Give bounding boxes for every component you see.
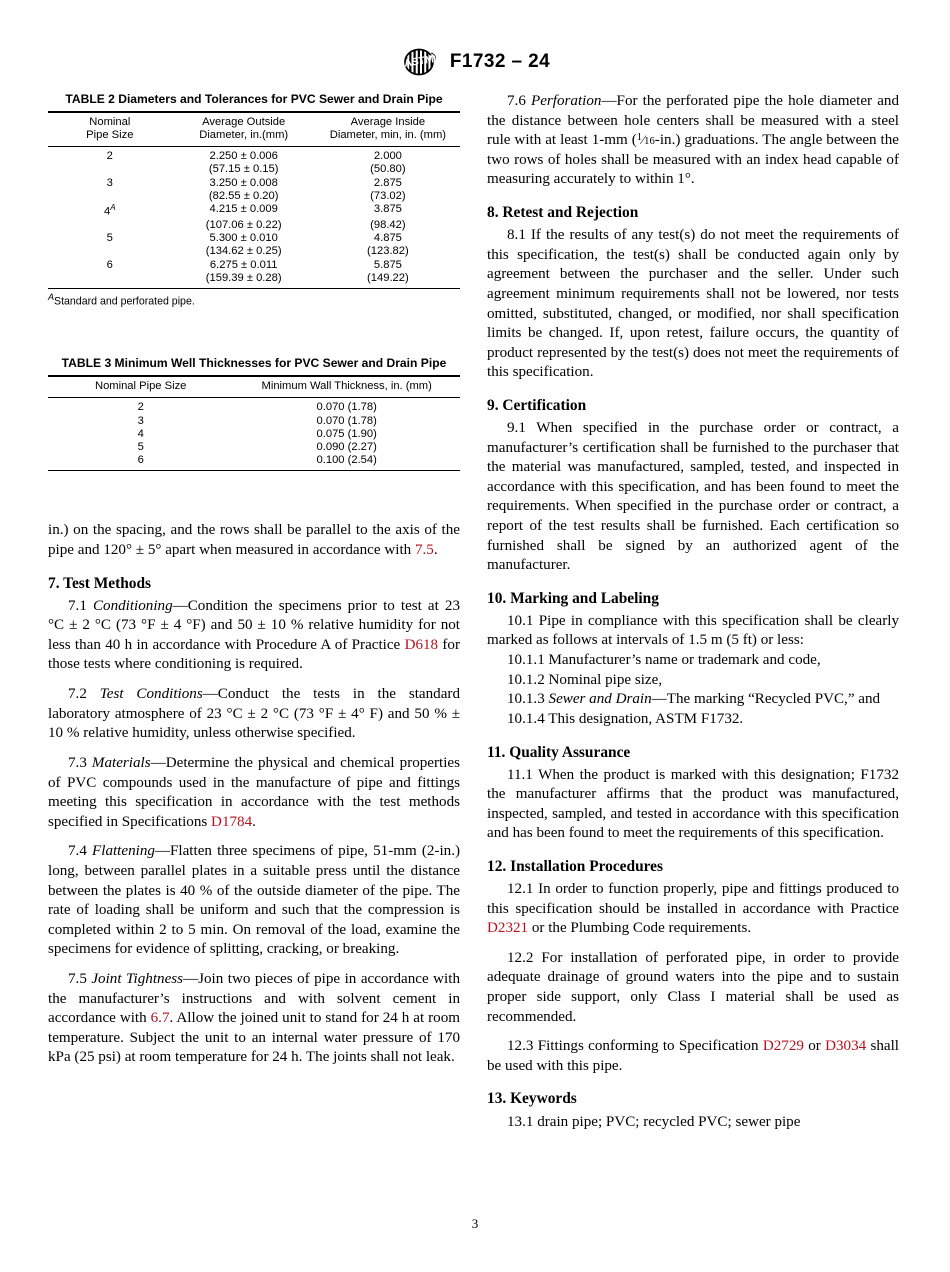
- clause-text-a: Flatten three specimens of pipe, 51-mm (2-in.) long, between parallel plates in a suitable press until the distance between the plates is 40 % of the outside diameter of the pipe. The rate of loading shall be uniform and such that the compression is completed within 2 to 5 min. On removal of the load, examine the specimens for evidence of splitting, cracking, or breaking.: [48, 843, 460, 958]
- clause-dash: —: [150, 754, 166, 771]
- clause-text-a: 12.3 Fittings conforming to Specification: [507, 1038, 763, 1055]
- table-row: [48, 454, 460, 471]
- standard-reference-link[interactable]: D618: [404, 636, 439, 653]
- table-spacer: [48, 312, 460, 356]
- table-2-cell-od-mm: (134.62 ± 0.25): [205, 245, 282, 258]
- table-row: [48, 428, 460, 441]
- table-2-cell-od-mm: (159.39 ± 0.28): [205, 271, 282, 284]
- table-3-cell-thickness: 0.100 (2.54): [316, 454, 377, 467]
- paragraph-11-1: 11.1 When the product is marked with this designation; F1732 the manufacturer affirms that the product was manufactured, inspected, sampled, and tested in accordance with this specification and has been found to meet the requirements of this specification.: [487, 766, 899, 842]
- table-row: [48, 232, 460, 245]
- paragraph-10-1-3: [487, 690, 899, 710]
- table-2-cell-size-blank: [48, 163, 172, 176]
- table-2-cell-id-in: 3.875: [373, 203, 402, 216]
- clause-term: Test Conditions: [99, 686, 203, 703]
- table-spacer: [48, 475, 460, 521]
- paragraph-7-3: [48, 754, 460, 832]
- table-2-cell-od-mm: (57.15 ± 0.15): [208, 163, 279, 176]
- paragraph-10-1-1: 10.1.1 Manufacturer’s name or trademark and code,: [507, 652, 821, 669]
- paragraph-12-2: 12.2 For installation of perforated pipe, in order to provide adequate drainage of ground waters into the pipe and to sustain proper side support, only Class I material shall be used as recommended.: [487, 949, 899, 1025]
- table-2-col-outside-diameter: Average Outside Diameter, in.(mm): [172, 112, 316, 147]
- table-2-header-row: [48, 112, 460, 147]
- paragraph-7-2: [48, 685, 460, 744]
- continuation-text-b: .: [433, 542, 438, 559]
- paragraph-7-4: [48, 842, 460, 960]
- page-number: 3: [471, 1216, 479, 1231]
- table-2-cell-id-mm: (73.02): [370, 189, 406, 202]
- section-heading-11: 11. Quality Assurance: [487, 743, 631, 761]
- standard-reference-link[interactable]: D2321: [487, 920, 529, 937]
- page-header: [0, 48, 950, 76]
- continuation-text-a: in.) on the spacing, and the rows shall be parallel to the axis of the pipe and 120° ± 5° apart when measured in accordance with: [48, 522, 460, 559]
- left-column: [48, 92, 460, 1068]
- table-row: [48, 259, 460, 272]
- table-2-footnote-text: Standard and perforated pipe.: [54, 295, 195, 308]
- section-heading-8: 8. Retest and Rejection: [487, 204, 639, 222]
- cross-reference-link[interactable]: 7.5: [414, 542, 434, 559]
- clause-dash: —: [172, 597, 188, 614]
- clause-text-b: or the Plumbing Code requirements.: [528, 920, 752, 937]
- clause-term: Joint Tightness: [91, 971, 184, 987]
- table-row: [48, 219, 460, 232]
- standard-reference-link[interactable]: D1784: [211, 813, 253, 830]
- clause-text-a: 12.1 In order to function properly, pipe and fittings produced to this specification should be installed in accordance with Practice: [487, 881, 899, 917]
- table-3-cell-size: 3: [137, 414, 144, 427]
- table-2-cell-size: 6: [106, 258, 113, 271]
- table-row: [48, 245, 460, 258]
- paragraph-7-1: [48, 597, 460, 675]
- table-2-block: [48, 92, 460, 308]
- table-row: [48, 415, 460, 428]
- fraction-numerator: 1: [636, 132, 643, 144]
- clause-number: 7.3: [68, 754, 92, 771]
- table-row: [48, 203, 460, 219]
- table-row: [48, 177, 460, 190]
- clause-dash: —: [154, 843, 171, 860]
- clause-text-a: For the perforated pipe the hole diameter and the distance between hole centers shall be measured with a steel rule with at least 1-mm (: [487, 93, 899, 149]
- table-2-cell-size: 5: [106, 232, 113, 245]
- table-3-col-wall-thickness: Minimum Wall Thickness, in. (mm): [233, 376, 460, 398]
- table-2-cell-id-mm: (123.82): [367, 245, 409, 258]
- table-2-cell-od-in: 2.250 ± 0.006: [209, 150, 278, 163]
- table-3-cell-size: 4: [137, 427, 144, 440]
- section-heading-7: 7. Test Methods: [48, 574, 152, 592]
- table-3-cell-size: 5: [137, 440, 144, 453]
- section-heading-10: 10. Marking and Labeling: [487, 589, 659, 607]
- clause-text-mid: or: [803, 1038, 826, 1055]
- table-2-cell-id-mm: (149.22): [367, 271, 409, 284]
- paragraph-13-1: 13.1 drain pipe; PVC; recycled PVC; sewer pipe: [507, 1113, 801, 1130]
- clause-text-a: Conduct the tests in the standard laboratory atmosphere of 23 °C ± 2 °C (73 °F ± 4° F) and 50 % ± 10 % relative humidity, unless otherwise specified.: [48, 686, 461, 742]
- paragraph-7-6: [487, 92, 899, 190]
- clause-text-b: for those tests where conditioning is required.: [48, 636, 461, 673]
- section-heading-9: 9. Certification: [487, 396, 587, 414]
- paragraph-10-1-4: 10.1.4 This designation, ASTM F1732.: [507, 710, 744, 727]
- table-row: [48, 147, 460, 164]
- clause-term: Materials: [91, 754, 151, 771]
- clause-dash: —: [601, 93, 617, 109]
- paragraph-10-1-2: 10.1.2 Nominal pipe size,: [507, 671, 663, 688]
- clause-term: Flattening: [92, 843, 155, 860]
- clause-text-b: . Allow the joined unit to stand for 24 h at room temperature. Subject the unit to an internal water pressure of 170 kPa (25 psi) at room temperature for 24 h. The joints shall not leak.: [48, 1010, 460, 1066]
- table-3-bottom-rule: [48, 471, 460, 472]
- table-2-cell-od-mm: (82.55 ± 0.20): [208, 189, 279, 202]
- clause-dash: —: [183, 971, 199, 987]
- paragraph-7-5: [48, 970, 460, 1068]
- table-2-cell-size-blank: [48, 245, 172, 258]
- clause-number: 7.5: [68, 971, 92, 987]
- clause-number: 7.4: [68, 843, 93, 860]
- table-2-cell-size: 2: [106, 150, 113, 163]
- table-2-col-inside-diameter: Average Inside Diameter, min, in. (mm): [316, 112, 460, 147]
- table-3-cell-thickness: 0.090 (2.27): [316, 440, 377, 453]
- clause-text-b: -in.) graduations. The angle between the two rows of holes shall be measured with an index head capable of measuring accurately to within 1°.: [487, 132, 899, 188]
- table-2-cell-id-in: 2.000: [373, 150, 402, 163]
- fraction-denominator: 16: [644, 136, 655, 148]
- table-3: [48, 375, 460, 471]
- table-row: [48, 190, 460, 203]
- clause-number: 7.2: [68, 686, 100, 703]
- table-3-col-nominal-size: Nominal Pipe Size: [48, 376, 233, 398]
- clause-number: 7.1: [68, 597, 93, 614]
- clause-text-a: Determine the physical and chemical properties of PVC compounds used in the manufacture of pipe and fittings meeting this specification in accordance with the test methods specified in Specifications: [48, 754, 460, 830]
- standard-reference-link[interactable]: D2729: [762, 1038, 804, 1055]
- table-2-cell-size-blank: [48, 190, 172, 203]
- section-heading-13: 13. Keywords: [487, 1090, 577, 1108]
- table-3-caption: TABLE 3 Minimum Well Thicknesses for PVC Sewer and Drain Pipe: [61, 356, 447, 371]
- table-2-cell-od-in: 4.215 ± 0.009: [209, 203, 278, 216]
- table-3-block: [48, 356, 460, 471]
- table-2-cell-id-in: 2.875: [373, 176, 402, 189]
- table-row: [48, 163, 460, 176]
- clause-term: Sewer and Drain: [548, 691, 652, 708]
- paragraph-12-3: [487, 1037, 899, 1076]
- table-2-cell-id-mm: (98.42): [370, 219, 406, 232]
- table-2-cell-size: 3: [106, 176, 113, 189]
- section-heading-12: 12. Installation Procedures: [487, 857, 663, 875]
- table-2-cell-id-mm: (50.80): [370, 163, 406, 176]
- table-2-cell-id-in: 5.875: [373, 258, 402, 271]
- paragraph-12-1: [487, 880, 899, 939]
- clause-number: 7.6: [507, 93, 532, 109]
- table-3-cell-thickness: 0.070 (1.78): [316, 414, 377, 427]
- table-2-cell-od-in: 5.300 ± 0.010: [209, 232, 278, 245]
- cross-reference-link[interactable]: 6.7: [150, 1010, 170, 1027]
- clause-term: Conditioning: [92, 597, 173, 614]
- table-2-cell-id-in: 4.875: [373, 232, 402, 245]
- table-2-footnote: [48, 292, 460, 308]
- table-2-cell-size-blank: [48, 272, 172, 289]
- astm-logo-icon: [400, 48, 440, 76]
- table-2-cell-size: $4^A$: [103, 203, 116, 218]
- table-2-cell-od-in: 6.275 ± 0.011: [209, 258, 278, 271]
- clause-text: —The marking “Recycled PVC,” and: [651, 691, 881, 708]
- table-3-header-row: [48, 376, 460, 398]
- table-row: [48, 272, 460, 289]
- paragraph-8-1: 8.1 If the results of any test(s) do not meet the requirements of this specification, the test(s) shall be conducted again only by agreement between the purchaser and the seller. Under such agreement minimum requirements shall not be lowered, nor tests omitted, substituted, changed, or modified, nor shall specification limits be changed. If, upon retest, failure occurs, the quantity of product represented by the test(s) does not meet the requirements of this specification.: [487, 227, 899, 381]
- fraction-one-sixteenth: $^1$⁄16: [636, 132, 655, 148]
- clause-text-b: shall be used with this pipe.: [487, 1038, 899, 1074]
- clause-text-b: .: [252, 813, 256, 830]
- table-2-cell-od-in: 3.250 ± 0.008: [209, 176, 278, 189]
- table-2: [48, 111, 460, 289]
- table-2-col-nominal-size: Nominal Pipe Size: [48, 112, 172, 147]
- standard-designation: F1732 – 24: [449, 51, 551, 72]
- right-column: [487, 92, 899, 1132]
- clause-term: Perforation: [531, 93, 602, 109]
- paragraph-9-1: 9.1 When specified in the purchase order or contract, a manufacturer’s certification shall be furnished to the purchaser that the material was manufactured, sampled, tested, and inspected in accordance with this specification, and has been found to meet the requirements. When specified in the purchase order or contract, a report of the test results shall be furnished. Each certification so furnished shall be signed by an authorized agent of the manufacturer.: [487, 419, 899, 574]
- clause-text-a: Condition the specimens prior to test at 23 °C ± 2 °C (73 °F ± 4 °F) and 50 ± 10 % relative humidity for not less than 40 h in accordance with Procedure A of Practice: [48, 597, 461, 653]
- footnote-marker: A: [110, 203, 116, 213]
- table-2-bottom-rule: [48, 289, 460, 290]
- table-row: [48, 398, 460, 415]
- table-3-cell-thickness: 0.070 (1.78): [316, 401, 377, 414]
- table-2-cell-od-mm: (107.06 ± 0.22): [205, 219, 282, 232]
- table-2-cell-size-blank: [48, 219, 172, 232]
- paragraph-10-1: 10.1 Pipe in compliance with this specification shall be clearly marked as follows at intervals of 1.5 m (5 ft) or less:: [487, 612, 899, 649]
- table-3-cell-thickness: 0.075 (1.90): [316, 427, 377, 440]
- table-3-cell-size: 6: [137, 454, 144, 467]
- clause-text-a: Join two pieces of pipe in accordance with the manufacturer’s instructions and with solvent cement in accordance with: [48, 971, 460, 1027]
- paragraph-continuation: [48, 521, 460, 560]
- clause-dash: —: [202, 686, 218, 703]
- svg-text:ASTM: ASTM: [403, 53, 435, 70]
- table-3-cell-size: 2: [137, 401, 144, 414]
- table-2-caption: TABLE 2 Diameters and Tolerances for PVC Sewer and Drain Pipe: [65, 92, 443, 106]
- table-row: [48, 441, 460, 454]
- clause-number: 10.1.3: [507, 691, 549, 708]
- table-2-footnote-marker: A: [48, 292, 55, 303]
- standard-reference-link[interactable]: D3034: [825, 1038, 867, 1055]
